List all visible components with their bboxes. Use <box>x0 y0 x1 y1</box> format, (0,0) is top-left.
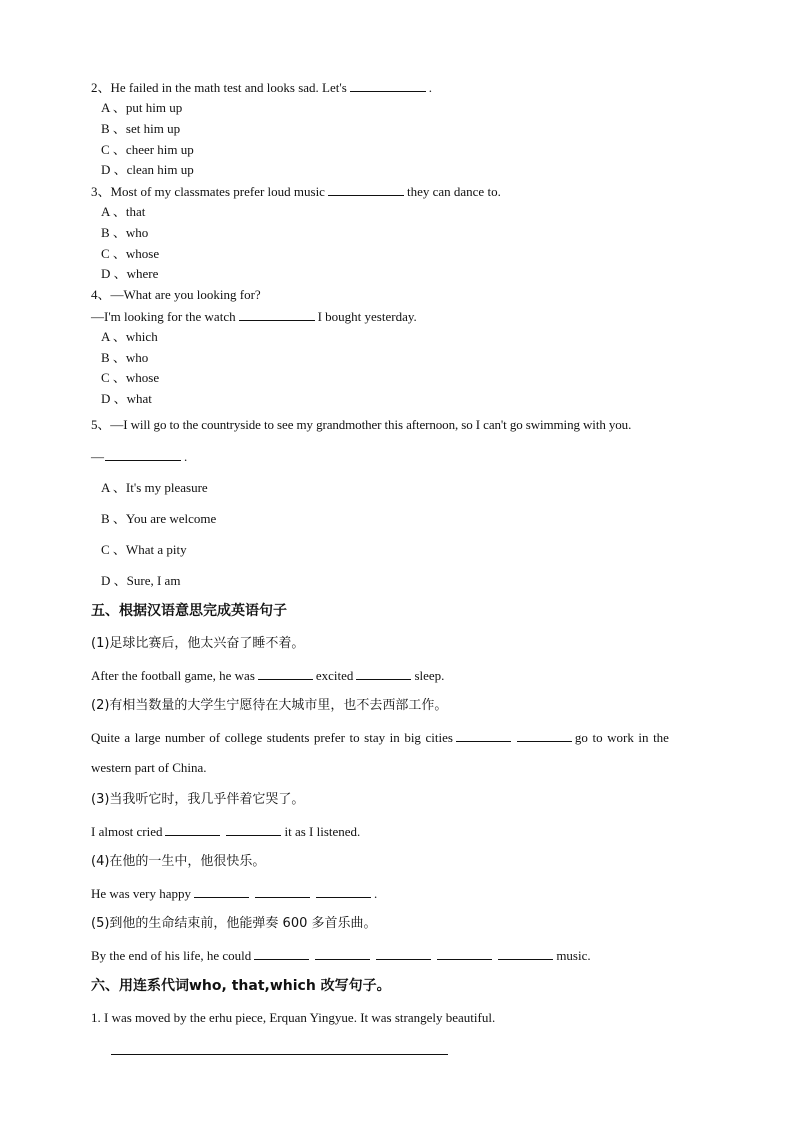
q5-option-b[interactable]: B 、You are welcome <box>101 511 217 526</box>
q5-blank[interactable] <box>105 448 181 461</box>
q3-stem: 3、Most of my classmates prefer loud music they can dance to. <box>91 184 501 199</box>
s5-item5-blank-1[interactable] <box>254 947 309 960</box>
s5-item4-chinese: (4)在他的一生中，他很快乐。 <box>91 854 266 869</box>
s5-item5-english: By the end of his life, he could music. <box>91 948 591 963</box>
s5-item1-chinese: (1)足球比赛后，他太兴奋了睡不着。 <box>91 636 305 651</box>
section6-title: 六、用连系代词who, that,which 改写句子。 <box>91 978 391 994</box>
s5-item3-blank-1[interactable] <box>165 823 220 836</box>
s6-item1-answer-line[interactable] <box>111 1054 448 1055</box>
s5-item2-chinese: (2)有相当数量的大学生宁愿待在大城市里，也不去西部工作。 <box>91 698 448 713</box>
q2-blank[interactable] <box>350 79 426 92</box>
q4-option-c[interactable]: C 、whose <box>101 370 160 385</box>
q5-option-a[interactable]: A 、It's my pleasure <box>101 480 208 495</box>
q2-option-b[interactable]: B 、set him up <box>101 121 181 136</box>
s5-item4-blank-3[interactable] <box>316 885 371 898</box>
q5-stem-line1: 5、—I will go to the countryside to see my grandmother this afternoon, so I can't go swimming with you. <box>91 417 632 432</box>
q5-option-d[interactable]: D 、Sure, I am <box>101 573 181 588</box>
q3-option-c[interactable]: C 、whose <box>101 246 160 261</box>
s5-item1-blank-2[interactable] <box>356 667 411 680</box>
q2-option-a[interactable]: A 、put him up <box>101 100 183 115</box>
q4-stem-line2: —I'm looking for the watch I bought yesterday. <box>91 309 417 324</box>
s5-item5-blank-2[interactable] <box>315 947 370 960</box>
s5-item5-blank-4[interactable] <box>437 947 492 960</box>
s5-item3-english: I almost cried it as I listened. <box>91 824 361 839</box>
s5-item2-english: Quite a large number of college students prefer to stay in big cities go to work in the <box>91 730 669 745</box>
s5-item2-english-cont: western part of China. <box>91 760 207 775</box>
q4-blank[interactable] <box>239 308 315 321</box>
q3-option-a[interactable]: A 、that <box>101 204 146 219</box>
s5-item4-blank-2[interactable] <box>255 885 310 898</box>
s5-item4-blank-1[interactable] <box>194 885 249 898</box>
q2-option-c[interactable]: C 、cheer him up <box>101 142 194 157</box>
s5-item2-blank-2[interactable] <box>517 729 572 742</box>
q2-stem: 2、He failed in the math test and looks sad. Let's . <box>91 80 433 95</box>
q3-option-b[interactable]: B 、who <box>101 225 149 240</box>
q3-option-d[interactable]: D 、where <box>101 266 159 281</box>
q5-option-c[interactable]: C 、What a pity <box>101 542 187 557</box>
s5-item4-english: He was very happy . <box>91 886 378 901</box>
q4-option-d[interactable]: D 、what <box>101 391 152 406</box>
q4-option-b[interactable]: B 、who <box>101 350 149 365</box>
section5-title: 五、根据汉语意思完成英语句子 <box>91 603 287 619</box>
q4-option-a[interactable]: A 、which <box>101 329 158 344</box>
s5-item1-english: After the football game, he was excited sleep. <box>91 668 445 683</box>
s5-item5-blank-5[interactable] <box>498 947 553 960</box>
q2-option-d[interactable]: D 、clean him up <box>101 162 194 177</box>
s5-item5-blank-3[interactable] <box>376 947 431 960</box>
s6-item1-text: 1. I was moved by the erhu piece, Erquan Yingyue. It was strangely beautiful. <box>91 1010 496 1025</box>
s5-item3-blank-2[interactable] <box>226 823 281 836</box>
q3-blank[interactable] <box>328 183 404 196</box>
s5-item1-blank-1[interactable] <box>258 667 313 680</box>
s5-item2-blank-1[interactable] <box>456 729 511 742</box>
q5-stem-line2: — . <box>91 449 188 464</box>
q4-stem-line1: 4、—What are you looking for? <box>91 287 261 302</box>
s5-item3-chinese: (3)当我听它时，我几乎伴着它哭了。 <box>91 792 305 807</box>
s5-item5-chinese: (5)到他的生命结束前，他能弹奏 600 多首乐曲。 <box>91 916 377 931</box>
